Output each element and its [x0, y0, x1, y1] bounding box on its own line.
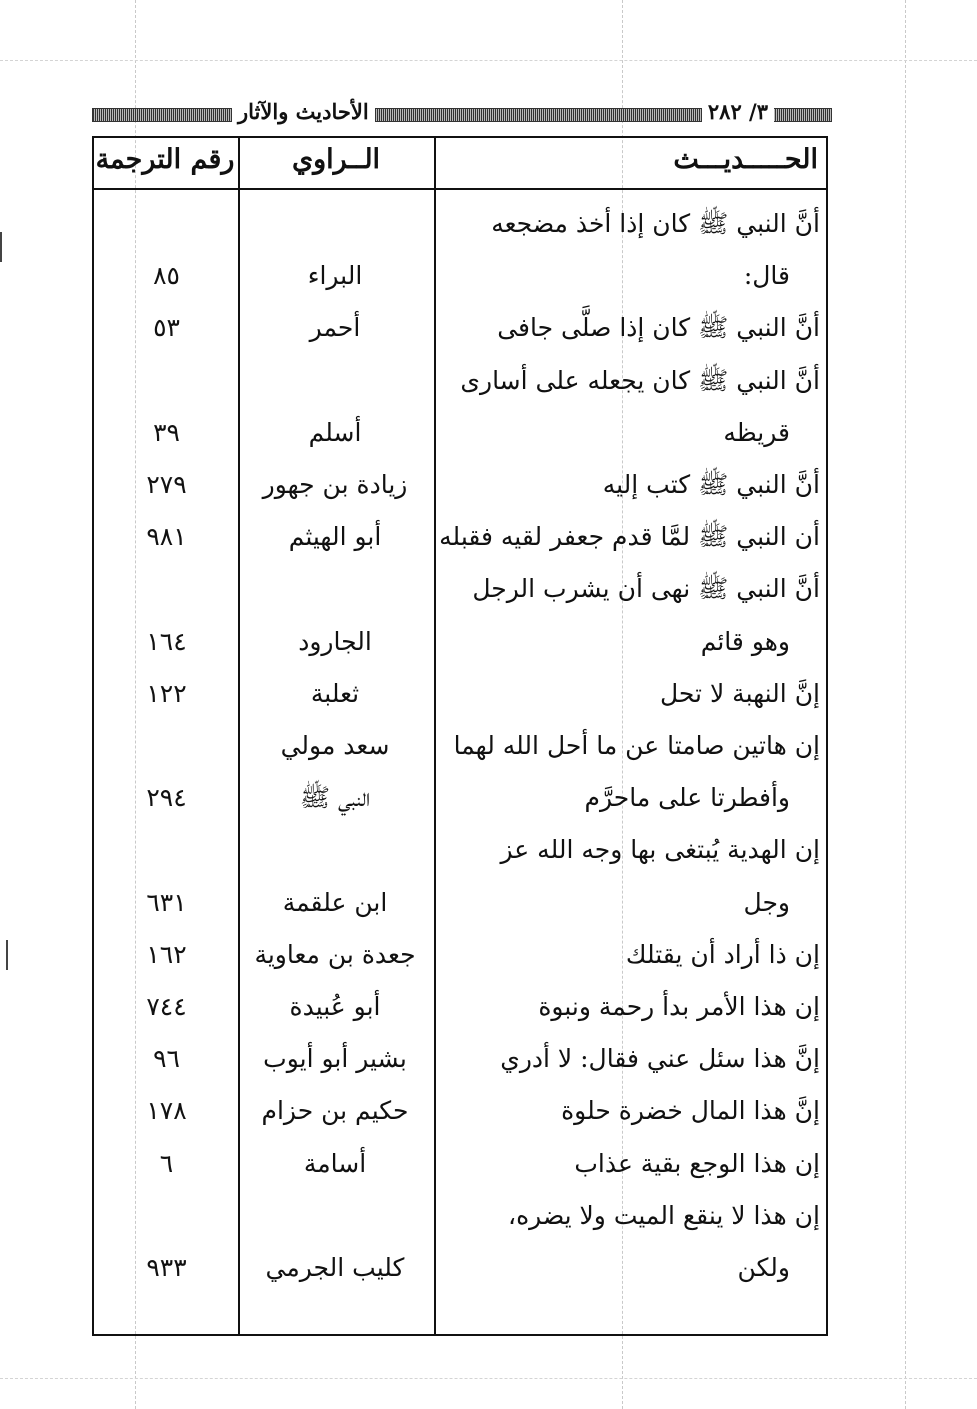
translation-number: ٩٦	[153, 1044, 180, 1074]
column-header-hadith: الحـــــديـــث	[673, 144, 818, 175]
rawi-name	[240, 355, 430, 407]
rawi-name: جعدة بن معاوية	[254, 939, 416, 969]
table-row	[94, 1033, 830, 1085]
rawi-name	[240, 1190, 430, 1242]
hadith-text: وجل	[743, 887, 790, 917]
rawi-name: أسلم	[308, 417, 362, 447]
hadith-text: وهو قائم	[700, 626, 790, 656]
table-row	[94, 1085, 830, 1137]
rawi-name: أبو الهيثم	[288, 522, 382, 552]
translation-number	[100, 198, 233, 250]
rawi-name	[240, 824, 430, 876]
hadith-text: قال:	[743, 261, 790, 291]
hadith-text: قريظه	[723, 417, 790, 447]
rawi-name: زيادة بن جهور	[262, 470, 408, 499]
table-row	[94, 824, 830, 876]
rawi-name: الجارود	[298, 626, 372, 656]
hadith-text: إن ذا أراد أن يقتلك	[625, 939, 820, 969]
hadith-text: وأفطرتا على ماحرَّم	[584, 783, 790, 813]
table-row	[94, 563, 830, 615]
header-divider	[94, 188, 826, 190]
table-row	[94, 459, 830, 511]
translation-number: ٢٧٩	[146, 470, 187, 499]
rawi-name: البراء	[307, 261, 363, 291]
guide-line	[905, 0, 906, 1409]
translation-number: ١٦٢	[146, 939, 187, 969]
translation-number: ٧٤٤	[146, 992, 187, 1021]
table-row	[94, 1190, 830, 1242]
rawi-name: ابن علقمة	[282, 887, 388, 917]
hadith-text: أن النبي ﷺ لمَّا قدم جعفر لقيه فقبله	[439, 522, 820, 552]
translation-number: ١٢٢	[146, 678, 187, 708]
translation-number: ٦٣١	[146, 887, 187, 917]
rawi-name: النبي ﷺ	[299, 783, 371, 813]
margin-mark	[0, 232, 2, 262]
translation-number: ٢٩٤	[146, 783, 187, 813]
table-row	[94, 668, 830, 720]
column-header-number: رقم الترجمة	[95, 144, 235, 175]
translation-number: ٣٩	[153, 417, 180, 447]
hadith-text: أنَّ النبي ﷺ كان إذا أخذ مضجعه	[491, 209, 820, 238]
translation-number: ٥٣	[153, 313, 180, 343]
hadith-text: إن هذا الأمر بدأ رحمة ونبوة	[538, 992, 820, 1021]
table-row	[94, 250, 830, 302]
translation-number	[100, 563, 233, 615]
table-row	[94, 198, 830, 250]
table-row	[94, 929, 830, 981]
translation-number: ١٦٤	[146, 626, 187, 656]
hadith-text: أنَّ النبي ﷺ كان إذا صلَّى جافى	[497, 313, 820, 343]
rawi-name	[240, 563, 430, 615]
hadith-text: أنَّ النبي ﷺ كتب إليه	[602, 470, 820, 499]
hadith-text: إنَّ هذا سئل عني فقال: لا أدري	[500, 1044, 820, 1074]
table-row	[94, 511, 830, 563]
translation-number	[100, 1190, 233, 1242]
rawi-name	[240, 198, 430, 250]
guide-line	[0, 1378, 977, 1379]
rawi-name: كليب الجرمي	[265, 1253, 405, 1282]
translation-number	[100, 355, 233, 407]
hadith-text: إنَّ هذا المال خضرة حلوة	[561, 1096, 820, 1126]
table-row	[94, 1138, 830, 1190]
table-row	[94, 720, 830, 772]
translation-number: ٦	[159, 1148, 174, 1178]
translation-number: ١٧٨	[146, 1096, 187, 1126]
translation-number	[100, 824, 233, 876]
hadith-text: إن الهدية يُبتغى بها وجه الله عز	[500, 835, 820, 865]
hadith-text: إن هذا الوجع بقية عذاب	[574, 1148, 820, 1178]
table-row	[94, 407, 830, 459]
hadith-text: أنَّ النبي ﷺ نهى أن يشرب الرجل	[472, 574, 820, 604]
hadith-text: إنَّ النهبة لا تحل	[659, 678, 820, 708]
translation-number	[100, 720, 233, 772]
hadith-text: إن هاتين صامتا عن ما أحل الله لهما	[453, 731, 820, 760]
rawi-name: أبو عُبيدة	[289, 992, 381, 1021]
rawi-name: أحمر	[309, 313, 361, 343]
hadith-text: إن هذا لا ينقع الميت ولا يضره،	[508, 1200, 820, 1230]
guide-line	[0, 60, 977, 61]
running-header	[92, 99, 830, 126]
table-row	[94, 877, 830, 929]
table-row	[94, 1242, 830, 1294]
translation-number: ٩٣٣	[146, 1253, 187, 1282]
hadith-table	[92, 136, 828, 1336]
rawi-name: بشير أبو أيوب	[263, 1044, 407, 1074]
book-title: الأحاديث والآثار	[232, 99, 375, 124]
margin-mark	[6, 940, 8, 970]
translation-number: ٩٨١	[146, 522, 187, 552]
table-row	[94, 355, 830, 407]
translation-number: ٨٥	[153, 261, 180, 291]
rawi-name: سعد مولي	[280, 731, 390, 760]
page-reference: ٣/ ٢٨٢	[702, 99, 774, 124]
rawi-name: حكيم بن حزام	[261, 1096, 409, 1126]
column-header-rawi: الــراوي	[291, 144, 381, 175]
rawi-name: أسامة	[303, 1148, 367, 1178]
rawi-name: ثعلبة	[310, 678, 360, 708]
hadith-text: ولكن	[737, 1253, 790, 1282]
hadith-text: أنَّ النبي ﷺ كان يجعله على أسارى	[460, 365, 820, 395]
table-row	[94, 616, 830, 668]
table-row	[94, 981, 830, 1033]
table-row	[94, 302, 830, 354]
table-row	[94, 772, 830, 824]
